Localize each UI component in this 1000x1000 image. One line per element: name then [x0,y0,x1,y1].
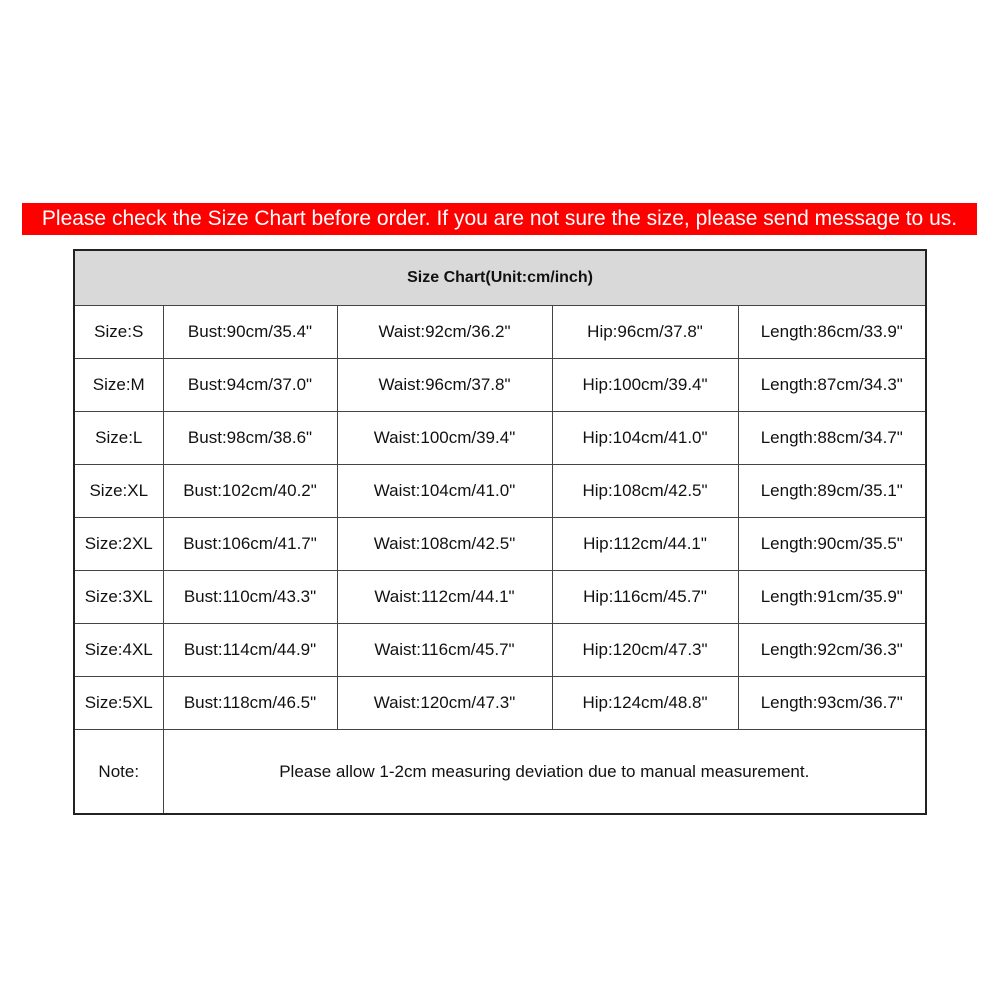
waist-cell: Waist:96cm/37.8" [337,359,552,412]
size-cell: Size:XL [74,465,163,518]
table-row [74,412,926,465]
table-row [74,359,926,412]
length-cell: Length:87cm/34.3" [738,359,926,412]
size-cell: Size:5XL [74,677,163,730]
waist-cell: Waist:104cm/41.0" [337,465,552,518]
hip-cell: Hip:116cm/45.7" [552,571,738,624]
hip-cell: Hip:96cm/37.8" [552,306,738,359]
hip-cell: Hip:100cm/39.4" [552,359,738,412]
length-cell: Length:93cm/36.7" [738,677,926,730]
bust-cell: Bust:118cm/46.5" [163,677,337,730]
table-row [74,465,926,518]
table-row [74,306,926,359]
bust-cell: Bust:114cm/44.9" [163,624,337,677]
table-header-row [74,250,926,306]
bust-cell: Bust:94cm/37.0" [163,359,337,412]
hip-cell: Hip:120cm/47.3" [552,624,738,677]
size-cell: Size:L [74,412,163,465]
size-cell: Size:3XL [74,571,163,624]
length-cell: Length:89cm/35.1" [738,465,926,518]
bust-cell: Bust:98cm/38.6" [163,412,337,465]
table-row [74,677,926,730]
hip-cell: Hip:124cm/48.8" [552,677,738,730]
note-text: Please allow 1-2cm measuring deviation due to manual measurement. [163,730,926,815]
bust-cell: Bust:102cm/40.2" [163,465,337,518]
bust-cell: Bust:90cm/35.4" [163,306,337,359]
waist-cell: Waist:100cm/39.4" [337,412,552,465]
size-cell: Size:2XL [74,518,163,571]
waist-cell: Waist:108cm/42.5" [337,518,552,571]
table-row [74,518,926,571]
hip-cell: Hip:108cm/42.5" [552,465,738,518]
size-chart-table [73,249,927,815]
size-cell: Size:4XL [74,624,163,677]
bust-cell: Bust:106cm/41.7" [163,518,337,571]
length-cell: Length:92cm/36.3" [738,624,926,677]
length-cell: Length:91cm/35.9" [738,571,926,624]
size-cell: Size:M [74,359,163,412]
hip-cell: Hip:112cm/44.1" [552,518,738,571]
waist-cell: Waist:120cm/47.3" [337,677,552,730]
waist-cell: Waist:92cm/36.2" [337,306,552,359]
size-chart-title: Size Chart(Unit:cm/inch) [74,250,926,306]
length-cell: Length:88cm/34.7" [738,412,926,465]
hip-cell: Hip:104cm/41.0" [552,412,738,465]
note-label: Note: [74,730,163,815]
length-cell: Length:86cm/33.9" [738,306,926,359]
waist-cell: Waist:116cm/45.7" [337,624,552,677]
size-chart-warning-banner: Please check the Size Chart before order. If you are not sure the size, please send message to us. [22,203,977,235]
table-row [74,571,926,624]
table-row [74,624,926,677]
length-cell: Length:90cm/35.5" [738,518,926,571]
size-cell: Size:S [74,306,163,359]
bust-cell: Bust:110cm/43.3" [163,571,337,624]
note-row [74,730,926,815]
waist-cell: Waist:112cm/44.1" [337,571,552,624]
